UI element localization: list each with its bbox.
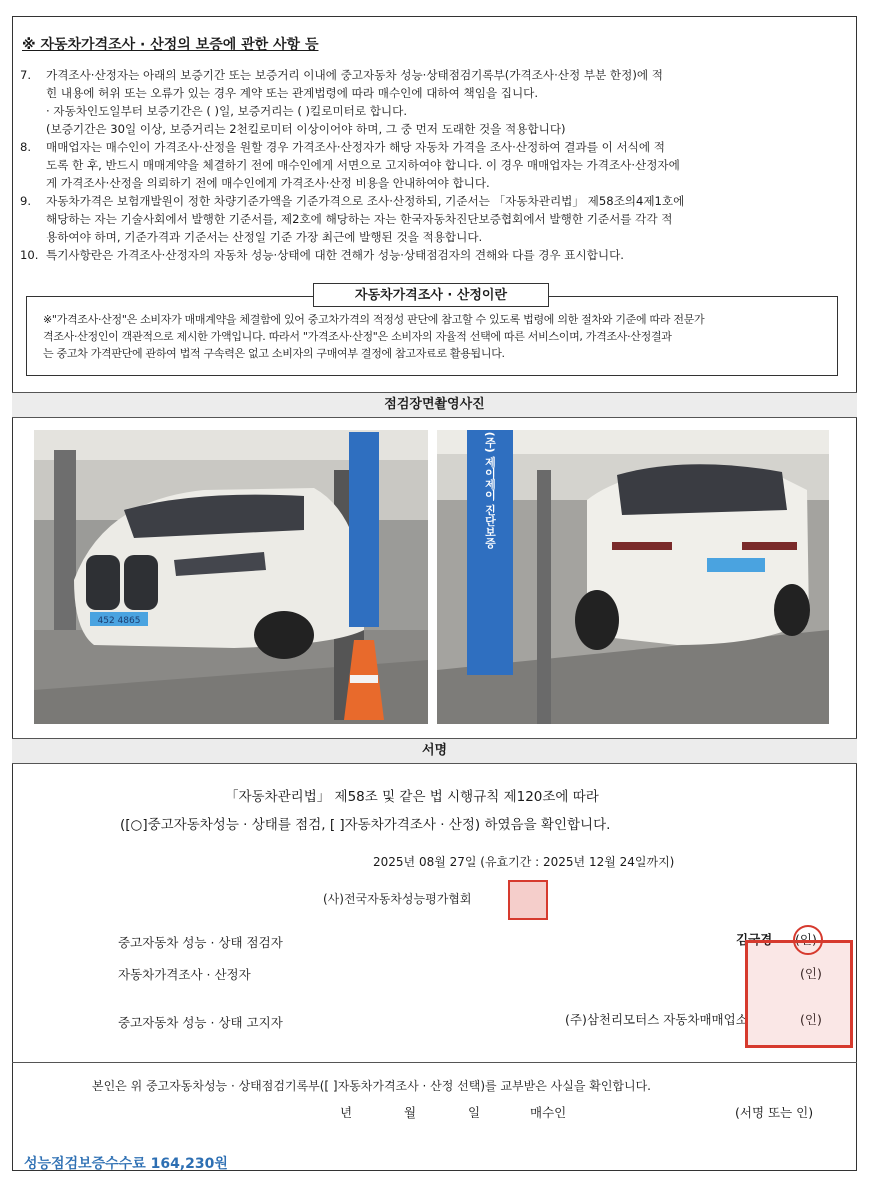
signature-section-title: 서명: [12, 738, 857, 764]
inspection-photo-rear: [437, 430, 829, 724]
notifier-seal-mark: (인): [800, 1012, 822, 1027]
sign-hint: (서명 또는 인): [735, 1105, 814, 1120]
note-number: 10.: [20, 248, 39, 262]
car-front-image: [34, 430, 428, 724]
association-seal: [508, 880, 548, 920]
note-10: [20, 246, 840, 264]
note-line: (보증기간은 30일 이상, 보증거리는 2천킬로미터 이상이어야 하며, 그 중 먼저 도래한 것을 적용합니다): [46, 122, 566, 136]
definition-box: [26, 296, 838, 376]
receipt-confirmation: 본인은 위 중고자동차성능 · 상태점검기록부([ ]자동차가격조사 · 산정 선택)를 교부받은 사실을 확인합니다.: [92, 1079, 651, 1093]
note-line: 도록 한 후, 반드시 매매계약을 체결하기 전에 매수인에게 서면으로 고지하여야 합니다. 이 경우 매매업자는 가격조사·산정자에: [46, 158, 680, 172]
inspection-date: 2025년 08월 27일 (유효기간 : 2025년 12월 24일까지): [373, 855, 675, 869]
inspector-name: 김국경: [736, 932, 773, 947]
note-9: [20, 192, 840, 246]
inspector-personal-seal: [793, 925, 823, 955]
receipt-year-label: 년: [340, 1105, 353, 1120]
note-line: · 자동차인도일부터 보증기간은 ( )일, 보증거리는 ( )킬로미터로 합니다.: [46, 104, 408, 118]
buyer-label: 매수인: [530, 1105, 567, 1120]
note-line: 힌 내용에 허위 또는 오류가 있는 경우 계약 또는 관계법령에 따라 매수인에 대하여 책임을 집니다.: [46, 86, 539, 100]
notifier-label: 중고자동차 성능 · 상태 고지자: [118, 1015, 283, 1030]
note-8: [20, 138, 840, 192]
notifier-name: (주)삼천리모터스 자동차매매업소: [565, 1012, 748, 1027]
law-reference: 「자동차관리법」 제58조 및 같은 법 시행규칙 제120조에 따라: [225, 789, 599, 805]
car-rear-image: [437, 430, 829, 724]
note-line: 게 가격조사·산정을 의뢰하기 전에 매수인에게 가격조사·산정 비용을 안내하여야 합니다.: [46, 176, 490, 190]
receipt-month-label: 월: [404, 1105, 417, 1120]
note-line: 자동차가격은 보험개발원이 정한 차량기준가액을 기준가격으로 조사·산정하되, 기준서는 「자동차관리법」 제58조의4제1호에: [46, 194, 685, 208]
definition-line: ※"가격조사·산정"은 소비자가 매매계약을 체결함에 있어 중고차가격의 적정성 판단에 참고할 수 있도록 법령에 의한 절차와 기준에 따라 전문가: [43, 313, 705, 326]
photo-section-title: 점검장면촬영사진: [12, 392, 857, 418]
note-line: 해당하는 자는 기술사회에서 발행한 기준서를, 제2호에 해당하는 자는 한국자동차진단보증협회에서 발행한 기준서를 각각 적: [46, 212, 673, 226]
definition-line: 는 중고차 가격판단에 관하여 법적 구속력은 없고 소비자의 구매여부 결정에 참고자료로 활용됩니다.: [43, 347, 505, 360]
confirmation-statement: ([○]중고자동차성능 · 상태를 점검, [ ]자동차가격조사 · 산정) 하였음을 확인합니다.: [120, 817, 611, 833]
license-plate-text: 452 4865: [97, 616, 141, 626]
notes-list: [20, 66, 840, 264]
note-line: 매매업자는 매수인이 가격조사·산정을 원할 경우 가격조사·산정자가 해당 자동차 가격을 조사·산정하여 결과를 이 서식에 적: [46, 140, 665, 154]
appraiser-seal-mark: (인): [800, 966, 822, 981]
note-number: 9.: [20, 194, 32, 208]
receipt-day-label: 일: [468, 1105, 481, 1120]
banner-text: (주) 제이제이 진단보증: [483, 431, 497, 549]
appraiser-label: 자동차가격조사 · 산정자: [118, 967, 251, 982]
association-name: (사)전국자동차성능평가협회: [323, 892, 472, 906]
company-seal: [745, 940, 853, 1048]
inspector-seal-mark: (인): [795, 932, 817, 947]
divider: [12, 1062, 857, 1063]
note-line: 특기사항란은 가격조사·산정자의 자동차 성능·상태에 대한 견해가 성능·상태점검자의 견해와 다를 경우 표시합니다.: [46, 248, 624, 262]
note-line: 용하여야 하며, 기준가격과 기준서는 산정일 기준 가장 최근에 발행된 것을 적용합니다.: [46, 230, 483, 244]
inspection-fee: 성능점검보증수수료 164,230원: [24, 1156, 228, 1172]
note-number: 8.: [20, 140, 32, 154]
note-7: [20, 66, 840, 138]
inspection-photo-front: [34, 430, 428, 724]
definition-line: 격조사·산정인이 객관적으로 제시한 가액입니다. 따라서 "가격조사·산정"은 소비자의 자율적 선택에 따른 서비스이며, 가격조사·산정결과: [43, 330, 672, 343]
definition-title: 자동차가격조사 · 산정이란: [313, 283, 549, 307]
inspector-label: 중고자동차 성능 · 상태 점검자: [118, 935, 283, 950]
note-number: 7.: [20, 68, 32, 82]
section-title: ※ 자동차가격조사 · 산정의 보증에 관한 사항 등: [22, 37, 319, 53]
note-line: 가격조사·산정자는 아래의 보증기간 또는 보증거리 이내에 중고자동차 성능·상태점검기록부(가격조사·산정 부분 한정)에 적: [46, 68, 663, 82]
